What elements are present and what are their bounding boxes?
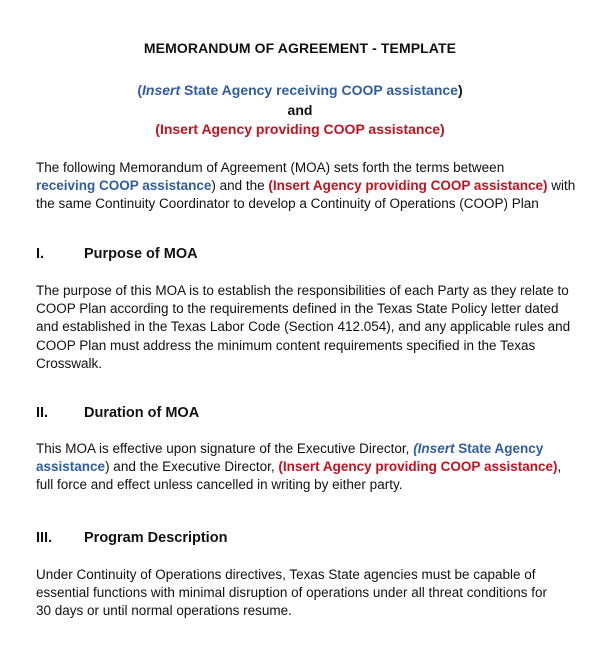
- section-3-title: Program Description: [84, 530, 228, 546]
- section-2-line-1: [36, 440, 568, 458]
- section-3-line: essential functions with minimal disruption of operations under all threat conditions for: [36, 585, 548, 601]
- section-3-line: 30 days or until normal operations resume.: [36, 603, 292, 619]
- section-2-line-2: [36, 458, 568, 476]
- section-2-providing-text: (Insert Agency providing COOP assistance): [278, 459, 558, 475]
- section-2-heading: [36, 405, 199, 421]
- intro-providing-text: (Insert Agency providing COOP assistance): [268, 178, 548, 194]
- section-2-title: Duration of MOA: [84, 405, 200, 421]
- section-1-line: COOP Plan according to the requirements defined in the Texas State Policy letter dated: [36, 301, 559, 317]
- section-2-assistance-text: assistance: [36, 459, 106, 475]
- section-1-number: I.: [36, 246, 45, 262]
- section-2-line-3: full force and effect unless cancelled in writing by either party.: [36, 477, 403, 493]
- intro-line-2-end: with: [547, 178, 576, 194]
- intro-line-2: [36, 177, 576, 195]
- receiving-agency-label: State Agency receiving COOP assistance: [180, 82, 458, 98]
- section-3-number: III.: [36, 530, 53, 546]
- intro-line-3: the same Continuity Coordinator to develop a Continuity of Operations (COOP) Plan: [36, 196, 539, 212]
- section-1-line: Crosswalk.: [36, 355, 103, 371]
- section-1-line: COOP Plan must address the minimum content requirements specified in the Texas: [36, 337, 536, 353]
- section-1-line: and established in the Texas Labor Code (Section 412.054), and any applicable rules and: [36, 319, 571, 335]
- section-3-heading: [36, 530, 227, 546]
- providing-agency-line: (Insert Agency providing COOP assistance): [155, 121, 445, 137]
- section-3-paragraph: [36, 566, 568, 621]
- receiving-insert-text: Insert: [142, 82, 181, 98]
- section-3-line: Under Continuity of Operations directives, Texas State agencies must be capable of: [36, 567, 536, 582]
- section-1-paragraph: [36, 282, 571, 373]
- section-2-line-2-end: ,: [557, 459, 562, 475]
- section-2-state-agency-text: State Agency: [454, 441, 544, 456]
- intro-line-1: The following Memorandum of Agreement (MOA) sets forth the terms between: [36, 160, 505, 175]
- section-2-line-1-start: This MOA is effective upon signature of the Executive Director,: [36, 441, 414, 456]
- section-1-heading: [36, 246, 198, 262]
- section-1-line: The purpose of this MOA is to establish the responsibilities of each Party as they relate to: [36, 283, 569, 298]
- receiving-open-paren: (: [137, 82, 143, 98]
- section-2-paragraph: [36, 440, 568, 495]
- receiving-close-paren: ): [457, 82, 463, 98]
- intro-paragraph: [36, 159, 576, 214]
- section-2-line-2-mid: ) and the Executive Director,: [105, 459, 279, 475]
- receiving-agency-line: [0, 82, 600, 98]
- and-conjunction: and: [287, 102, 313, 118]
- document-title: MEMORANDUM OF AGREEMENT - TEMPLATE: [143, 40, 457, 56]
- intro-receiving-text: receiving COOP assistance: [36, 178, 212, 194]
- section-2-number: II.: [36, 405, 49, 421]
- intro-line-2-mid: ) and the: [211, 178, 269, 194]
- section-1-title: Purpose of MOA: [84, 246, 198, 262]
- section-2-insert-text: (Insert: [413, 441, 455, 456]
